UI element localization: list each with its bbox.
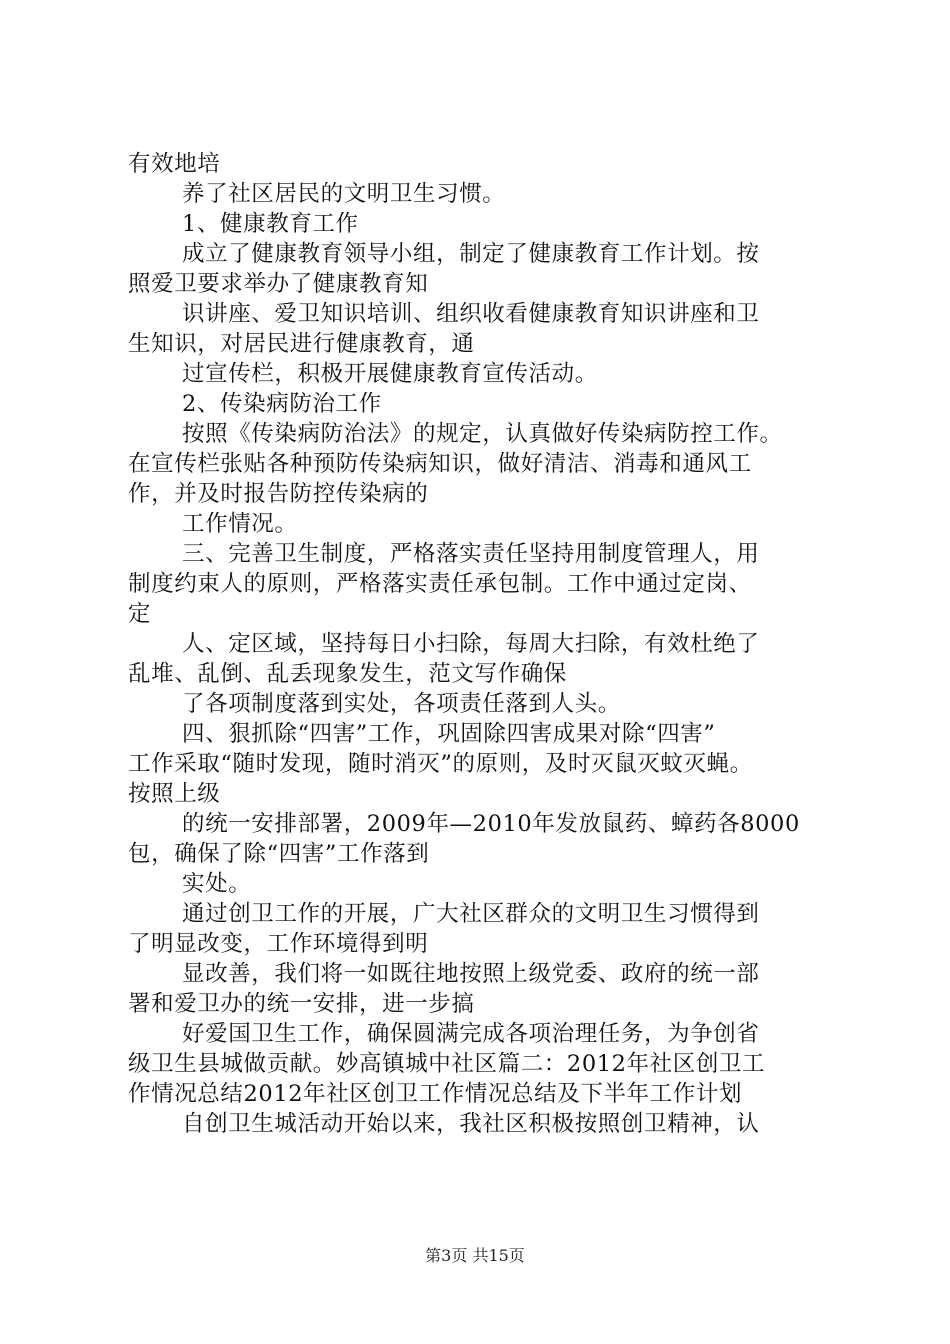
text-line: 人、定区域，坚持每日小扫除，每周大扫除，有效杜绝了 (182, 631, 760, 657)
text-line: 自创卫生城活动开始以来，我社区积极按照创卫精神，认 (182, 1111, 760, 1137)
text-line: 生知识，对居民进行健康教育，通 (128, 331, 475, 357)
text-line: 级卫生县城做贡献。妙高镇城中社区篇二：2012年社区创卫工 (128, 1051, 766, 1077)
text-line: 作情况总结2012年社区创卫工作情况总结及下半年工作计划 (128, 1081, 743, 1107)
text-line: 乱堆、乱倒、乱丢现象发生，范文写作确保 (128, 661, 567, 687)
text-line: 制度约束人的原则，严格落实责任承包制。工作中通过定岗、 (128, 571, 752, 597)
text-line: 成立了健康教育领导小组，制定了健康教育工作计划。按 (182, 241, 760, 267)
text-line: 过宣传栏，积极开展健康教育宣传活动。 (182, 361, 598, 387)
text-line: 显改善，我们将一如既往地按照上级党委、政府的统一部 (182, 961, 760, 987)
text-line: 作，并及时报告防控传染病的 (128, 481, 429, 507)
text-line: 通过创卫工作的开展，广大社区群众的文明卫生习惯得到 (182, 901, 760, 927)
text-line: 的统一安排部署，2009年—2010年发放鼠药、蟑药各8000 (182, 811, 800, 837)
text-line: 照爱卫要求举办了健康教育知 (128, 271, 429, 297)
text-line: 了明显改变，工作环境得到明 (128, 931, 429, 957)
text-line: 养了社区居民的文明卫生习惯。 (182, 181, 506, 207)
text-line: 包，确保了除“四害”工作落到 (128, 841, 430, 867)
text-line: 三、完善卫生制度，严格落实责任坚持用制度管理人，用 (182, 541, 760, 567)
text-line: 实处。 (182, 871, 252, 897)
text-line: 了各项制度落到实处，各项责任落到人头。 (182, 691, 621, 717)
text-line: 定 (128, 601, 152, 627)
text-line: 好爱国卫生工作，确保圆满完成各项治理任务，为争创省 (182, 1021, 760, 1047)
page-number: 第3页 共15页 (425, 1246, 525, 1265)
text-line: 四、狠抓除“四害”工作，巩固除四害成果对除“四害” (182, 721, 716, 747)
text-line: 按照上级 (128, 781, 221, 807)
section-heading: 1、健康教育工作 (182, 211, 359, 237)
text-line: 署和爱卫办的统一安排，进一步搞 (128, 991, 475, 1017)
text-line: 识讲座、爱卫知识培训、组织收看健康教育知识讲座和卫 (182, 301, 760, 327)
text-line: 工作情况。 (182, 511, 298, 537)
text-line: 有效地培 (128, 151, 221, 177)
text-line: 在宣传栏张贴各种预防传染病知识，做好清洁、消毒和通风工 (128, 451, 752, 477)
section-heading: 2、传染病防治工作 (182, 391, 382, 417)
text-line: 工作采取“随时发现，随时消灭”的原则，及时灭鼠灭蚊灭蝇。 (128, 751, 753, 777)
text-line: 按照《传染病防治法》的规定，认真做好传染病防控工作。 (182, 421, 783, 447)
